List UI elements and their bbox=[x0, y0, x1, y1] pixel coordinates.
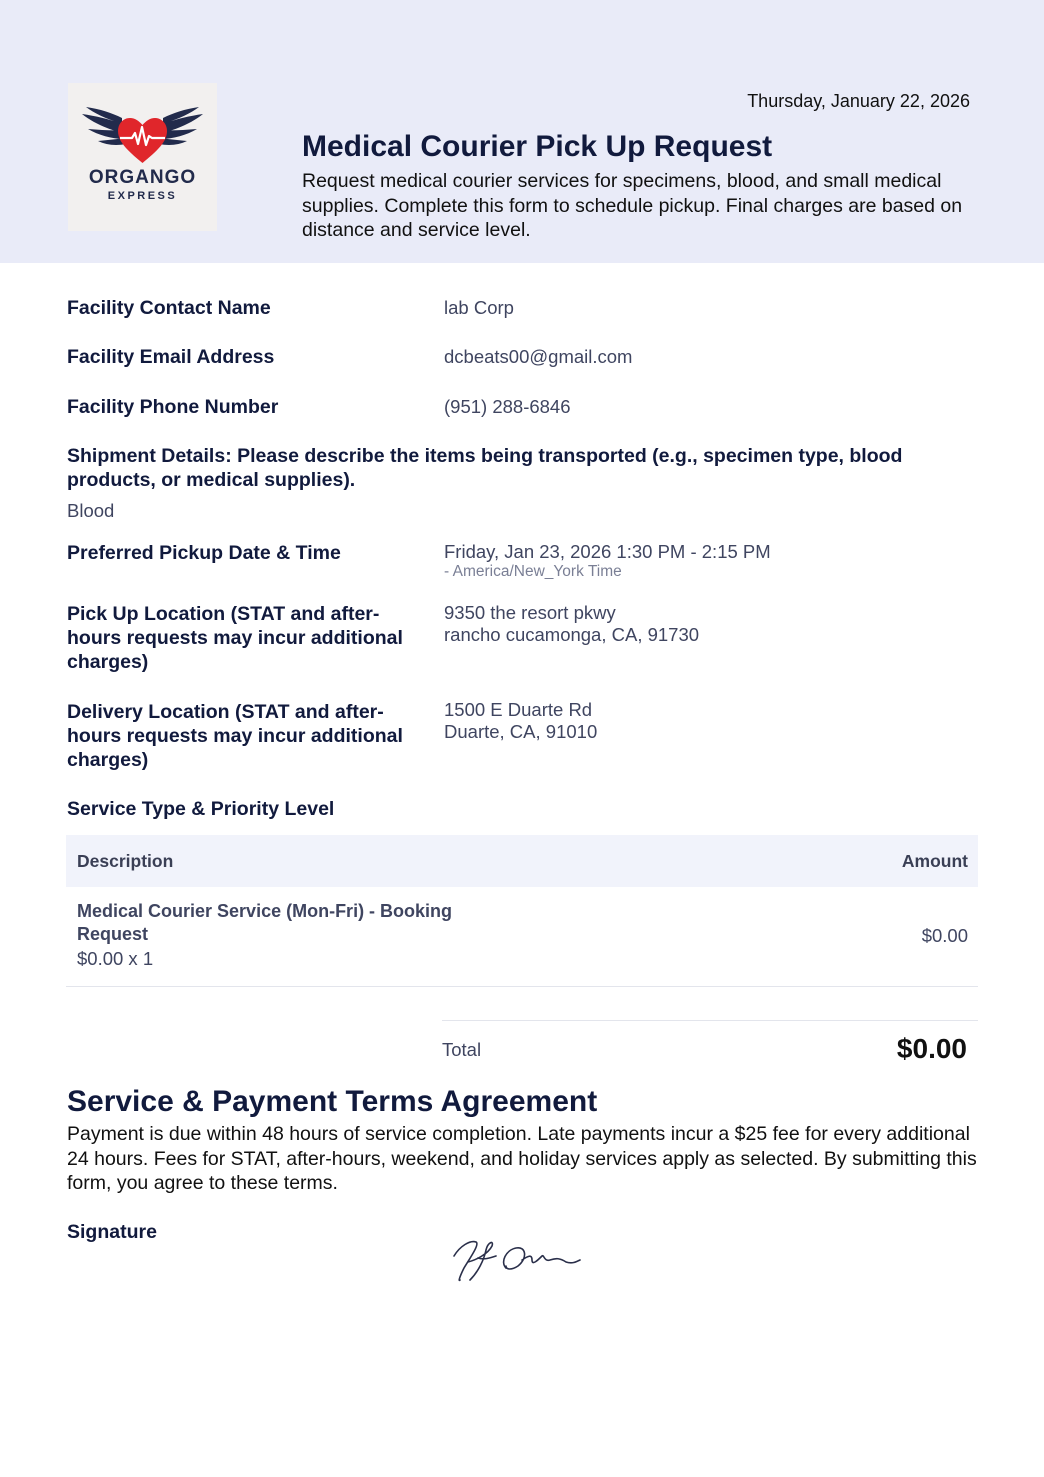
logo-subtitle: EXPRESS bbox=[107, 190, 178, 202]
email-label: Facility Email Address bbox=[67, 346, 275, 368]
page-description: Request medical courier services for specimens, blood, and small medical supplies. Complete this form to schedule pickup. Final charges are based on distance and service level. bbox=[302, 170, 963, 241]
pickup-time-text: Friday, Jan 23, 2026 1:30 PM - 2:15 PM bbox=[444, 541, 771, 562]
signature-label: Signature bbox=[67, 1221, 157, 1243]
total-label: Total bbox=[442, 1039, 482, 1060]
email-value: dcbeats00@gmail.com bbox=[444, 346, 633, 367]
pickup-address-line1: 9350 the resort pkwy bbox=[444, 602, 616, 623]
total-divider bbox=[442, 1020, 978, 1021]
item-quantity: $0.00 x 1 bbox=[77, 948, 154, 969]
pickup-location-label: Pick Up Location (STAT and after-hours requests may incur additional charges) bbox=[67, 603, 403, 673]
table-header bbox=[66, 835, 978, 887]
winged-heart-icon bbox=[68, 83, 217, 167]
delivery-address-line2: Duarte, CA, 91010 bbox=[444, 721, 598, 742]
phone-label: Facility Phone Number bbox=[67, 396, 279, 418]
header-banner bbox=[0, 0, 1044, 263]
pickup-address-line2: rancho cucamonga, CA, 91730 bbox=[444, 624, 700, 645]
delivery-location-label: Delivery Location (STAT and after-hours requests may incur additional charges) bbox=[67, 701, 403, 771]
signature-image bbox=[448, 1232, 588, 1288]
shipment-value: Blood bbox=[67, 500, 115, 521]
delivery-location-value bbox=[444, 699, 597, 743]
pickup-time-label: Preferred Pickup Date & Time bbox=[67, 542, 341, 564]
logo-name: ORGANGO bbox=[88, 167, 197, 188]
company-logo bbox=[68, 83, 217, 231]
column-amount: Amount bbox=[901, 851, 968, 871]
shipment-label: Shipment Details: Please describe the items being transported (e.g., specimen type, blood products, or medical supplies). bbox=[67, 445, 903, 491]
service-type-label: Service Type & Priority Level bbox=[67, 798, 335, 820]
timezone-note: - America/New_York Time bbox=[444, 563, 622, 580]
item-amount: $0.00 bbox=[921, 925, 968, 946]
contact-name-label: Facility Contact Name bbox=[67, 297, 271, 319]
page-title: Medical Courier Pick Up Request bbox=[302, 130, 773, 163]
total-amount: $0.00 bbox=[896, 1033, 967, 1064]
terms-title: Service & Payment Terms Agreement bbox=[67, 1085, 598, 1118]
contact-name-value: lab Corp bbox=[444, 297, 514, 318]
phone-value: (951) 288-6846 bbox=[444, 396, 571, 417]
terms-body: Payment is due within 48 hours of service completion. Late payments incur a $25 fee for every additional 24 hours. Fees for STAT, after-hours, weekend, and holiday services apply as selected. By submitting this form, you agree to these terms. bbox=[67, 1123, 977, 1194]
document-date: Thursday, January 22, 2026 bbox=[747, 91, 970, 111]
pickup-time-value bbox=[444, 541, 771, 581]
pickup-location-value bbox=[444, 602, 699, 646]
table-row bbox=[66, 887, 978, 987]
delivery-address-line1: 1500 E Duarte Rd bbox=[444, 699, 593, 720]
column-description: Description bbox=[77, 851, 174, 871]
item-name: Medical Courier Service (Mon-Fri) - Booking Request bbox=[77, 901, 453, 944]
